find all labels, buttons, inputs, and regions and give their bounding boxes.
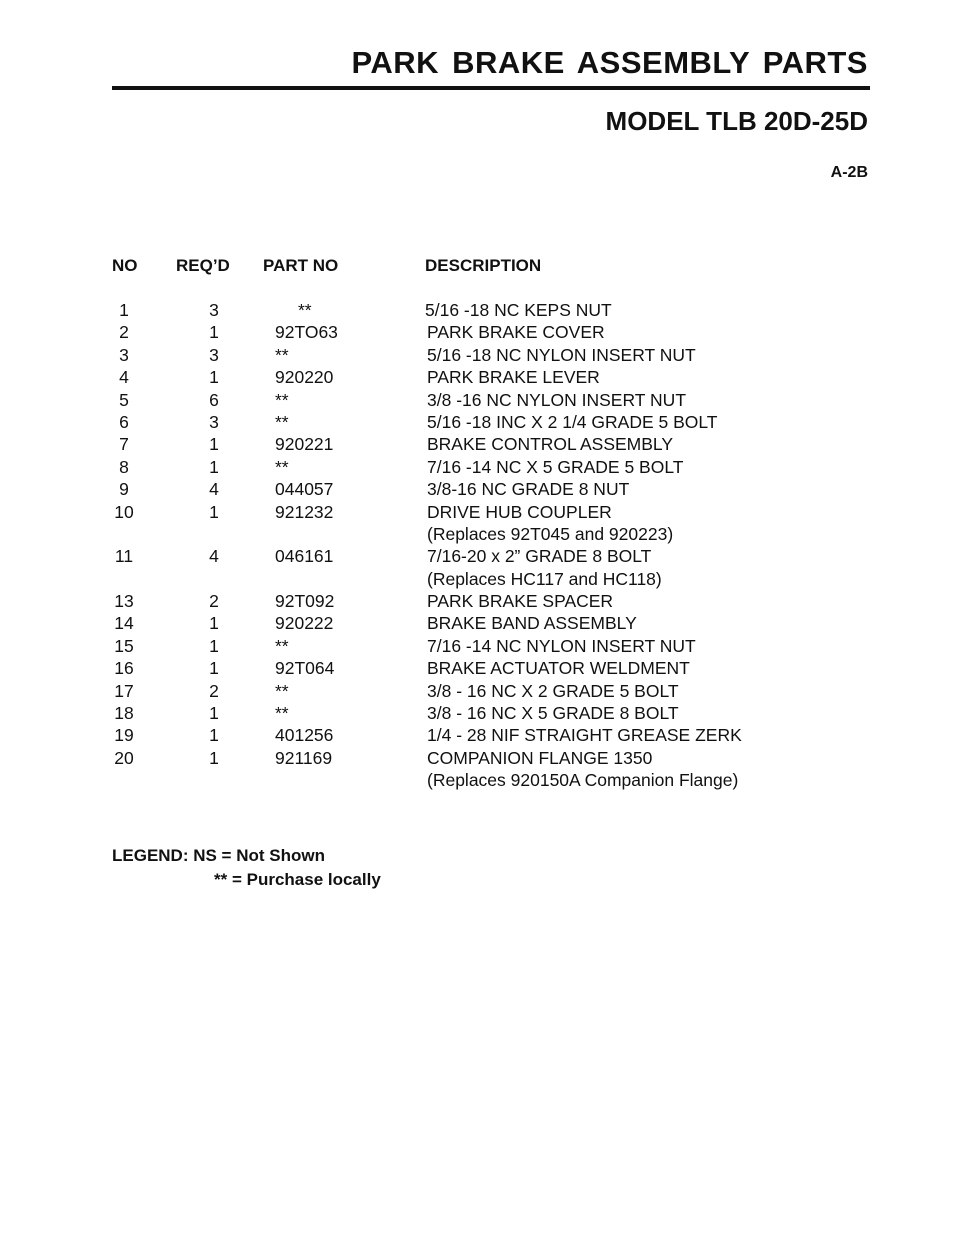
- part-number: **: [275, 389, 289, 410]
- legend-line-1: LEGEND: NS = Not Shown: [112, 846, 325, 865]
- table-row: [0, 344, 954, 366]
- part-description: 5/16 -18 INC X 2 1/4 GRADE 5 BOLT: [427, 411, 718, 432]
- quantity-required: 1: [209, 501, 219, 522]
- part-description: 3/8 - 16 NC X 5 GRADE 8 BOLT: [427, 703, 679, 724]
- table-row: [0, 612, 954, 634]
- part-number: **: [275, 635, 289, 656]
- part-description: (Replaces HC117 and HC118): [427, 568, 662, 589]
- table-row: [0, 702, 954, 724]
- table-row: [0, 299, 954, 321]
- item-number: 3: [119, 344, 129, 365]
- part-number: **: [275, 456, 289, 477]
- quantity-required: 3: [209, 300, 219, 320]
- item-number: 4: [119, 367, 129, 388]
- quantity-required: 2: [209, 591, 219, 612]
- part-number: **: [275, 680, 289, 701]
- quantity-required: 1: [209, 703, 219, 724]
- item-number: 8: [119, 456, 129, 477]
- part-description: 3/8 -16 NC NYLON INSERT NUT: [427, 389, 687, 410]
- part-number: 920222: [275, 613, 334, 634]
- table-row: [0, 568, 954, 590]
- table-row: [0, 501, 954, 523]
- part-number: 401256: [275, 725, 334, 746]
- part-description: 5/16 -18 NC NYLON INSERT NUT: [427, 344, 696, 365]
- legend-line-2: ** = Purchase locally: [214, 870, 381, 889]
- item-number: 16: [114, 658, 134, 679]
- title-rule: [112, 86, 870, 90]
- part-description: 5/16 -18 NC KEPS NUT: [425, 300, 612, 320]
- quantity-required: 1: [209, 322, 219, 343]
- part-description: 7/16 -14 NC NYLON INSERT NUT: [427, 635, 696, 656]
- part-number: 920220: [275, 367, 334, 388]
- item-number: 7: [119, 434, 129, 455]
- part-number: 921232: [275, 501, 334, 522]
- item-number: 13: [114, 591, 134, 612]
- quantity-required: 6: [209, 389, 219, 410]
- part-number: **: [298, 300, 312, 320]
- item-number: 14: [114, 613, 134, 634]
- table-row: [0, 456, 954, 478]
- column-header-part-no: PART NO: [263, 256, 339, 275]
- quantity-required: 1: [209, 456, 219, 477]
- part-description: COMPANION FLANGE 1350: [427, 747, 653, 768]
- item-number: 2: [119, 322, 129, 343]
- quantity-required: 3: [209, 411, 219, 432]
- item-number: 19: [114, 725, 134, 746]
- table-row: [0, 523, 954, 545]
- part-description: BRAKE BAND ASSEMBLY: [427, 613, 637, 634]
- item-number: 11: [114, 546, 134, 567]
- table-row: [0, 366, 954, 388]
- item-number: 5: [119, 389, 129, 410]
- table-row: [0, 389, 954, 411]
- quantity-required: 4: [209, 479, 219, 500]
- quantity-required: 1: [209, 367, 219, 388]
- part-description: (Replaces 92T045 and 920223): [427, 523, 674, 544]
- column-header-reqd: REQ’D: [176, 256, 230, 275]
- item-number: 17: [114, 680, 134, 701]
- part-description: 3/8 - 16 NC X 2 GRADE 5 BOLT: [427, 680, 679, 701]
- item-number: 18: [114, 703, 134, 724]
- table-row: [0, 411, 954, 433]
- quantity-required: 1: [209, 725, 219, 746]
- parts-table: [0, 299, 954, 792]
- quantity-required: 1: [209, 613, 219, 634]
- part-number: **: [275, 411, 289, 432]
- table-row: [0, 478, 954, 500]
- table-row: [0, 433, 954, 455]
- page-title: PARK BRAKE ASSEMBLY PARTS: [351, 45, 868, 80]
- item-number: 1: [119, 300, 129, 320]
- item-number: 10: [114, 501, 134, 522]
- part-number: 921169: [275, 747, 333, 768]
- part-number: **: [275, 344, 289, 365]
- part-number: 92TO63: [275, 322, 338, 343]
- part-description: 1/4 - 28 NIF STRAIGHT GREASE ZERK: [427, 725, 742, 746]
- part-number: 920221: [275, 434, 334, 455]
- table-row: [0, 635, 954, 657]
- part-description: DRIVE HUB COUPLER: [427, 501, 612, 522]
- table-row: [0, 680, 954, 702]
- quantity-required: 1: [209, 635, 219, 656]
- part-description: 7/16-20 x 2” GRADE 8 BOLT: [427, 546, 652, 567]
- quantity-required: 3: [209, 344, 219, 365]
- quantity-required: 1: [209, 658, 219, 679]
- part-description: PARK BRAKE LEVER: [427, 367, 600, 388]
- part-number: 044057: [275, 479, 334, 500]
- quantity-required: 2: [209, 680, 219, 701]
- part-number: 046161: [275, 546, 334, 567]
- column-header-description: DESCRIPTION: [425, 256, 542, 275]
- quantity-required: 1: [209, 747, 219, 768]
- table-row: [0, 545, 954, 567]
- table-row: [0, 769, 954, 791]
- item-number: 20: [114, 747, 134, 768]
- part-description: PARK BRAKE COVER: [427, 322, 605, 343]
- table-row: [0, 590, 954, 612]
- item-number: 15: [114, 635, 134, 656]
- part-description: (Replaces 920150A Companion Flange): [427, 770, 739, 791]
- item-number: 6: [119, 411, 129, 432]
- item-number: 9: [119, 479, 129, 500]
- part-description: BRAKE ACTUATOR WELDMENT: [427, 658, 690, 679]
- part-description: PARK BRAKE SPACER: [427, 591, 614, 612]
- quantity-required: 1: [209, 434, 219, 455]
- table-row: [0, 724, 954, 746]
- part-description: BRAKE CONTROL ASSEMBLY: [427, 434, 674, 455]
- part-number: **: [275, 703, 289, 724]
- part-description: 3/8-16 NC GRADE 8 NUT: [427, 479, 630, 500]
- part-number: 92T064: [275, 658, 335, 679]
- quantity-required: 4: [209, 546, 219, 567]
- column-header-no: NO: [112, 256, 138, 275]
- page-reference: A-2B: [830, 164, 868, 181]
- part-description: 7/16 -14 NC X 5 GRADE 5 BOLT: [427, 456, 684, 477]
- model-subtitle: MODEL TLB 20D-25D: [605, 106, 868, 136]
- table-row: [0, 657, 954, 679]
- table-row: [0, 747, 954, 769]
- table-row: [0, 321, 954, 343]
- part-number: 92T092: [275, 591, 335, 612]
